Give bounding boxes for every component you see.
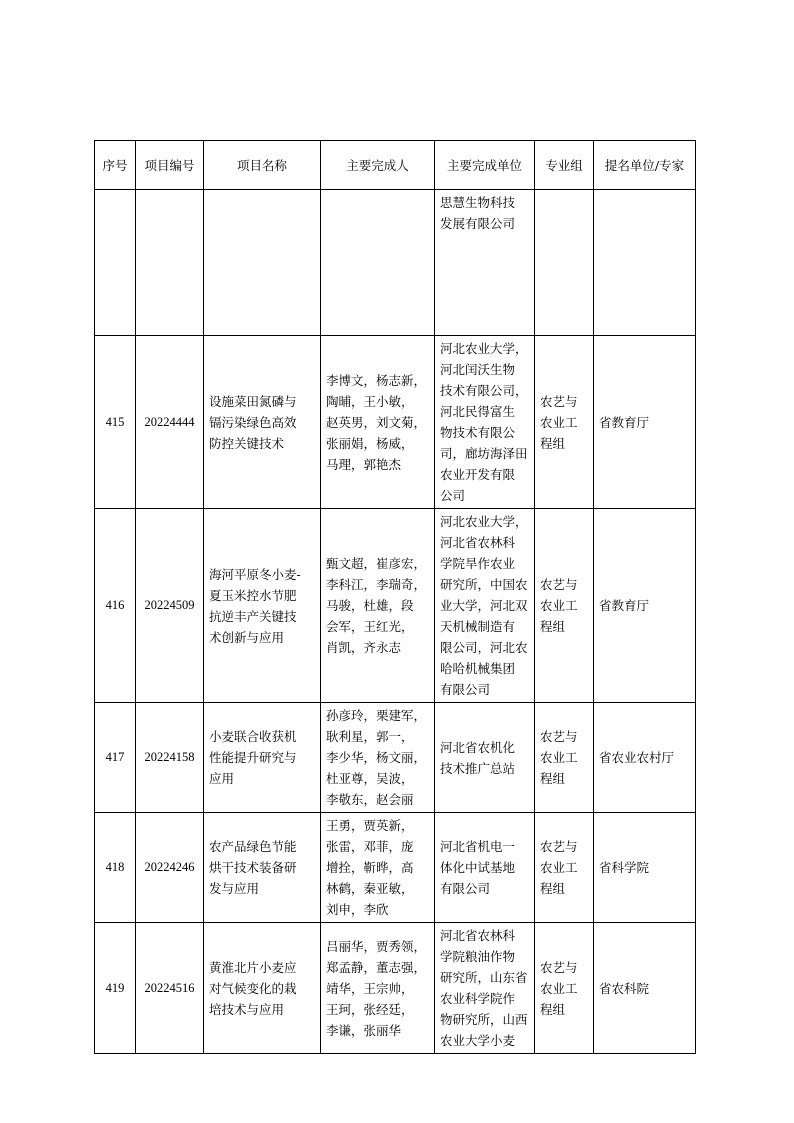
table-row: [95, 509, 696, 703]
row-persons-text: 孙彦玲，栗建军， 耿利星，郭一， 李少华，杨文丽， 杜亚尊，吴波， 李敬东，赵会丽: [326, 708, 427, 807]
row-nominator: 省教育厅: [594, 336, 696, 509]
row-name: [204, 509, 321, 703]
row-units: [435, 509, 535, 703]
header-group: 专业组: [535, 141, 594, 190]
row-group-text: 农艺与 农业工 程组: [540, 959, 578, 1017]
row-group: [535, 813, 594, 923]
table-header-row: [95, 141, 696, 190]
continued-units-text: 思慧生物科技 发展有限公司: [440, 195, 516, 231]
row-code: 20224246: [136, 813, 204, 923]
row-seq: 415: [95, 336, 136, 509]
header-persons: 主要完成人: [321, 141, 435, 190]
header-code: 项目编号: [136, 141, 204, 190]
row-name-text: 黄淮北片小麦应 对气候变化的栽 培技术与应用: [209, 959, 297, 1017]
row-group-text: 农艺与 农业工 程组: [540, 839, 578, 896]
row-persons: [321, 509, 435, 703]
row-group-text: 农艺与 农业工 程组: [540, 393, 578, 451]
continued-code: [136, 190, 204, 336]
row-code: 20224516: [136, 923, 204, 1054]
awards-table: [94, 140, 696, 1054]
header-seq: 序号: [95, 141, 136, 190]
row-seq: 416: [95, 509, 136, 703]
row-units: [435, 336, 535, 509]
row-group: [535, 509, 594, 703]
row-nominator: 省科学院: [594, 813, 696, 923]
row-persons: [321, 703, 435, 813]
row-nominator: 省教育厅: [594, 509, 696, 703]
row-name-text: 农产品绿色节能 烘干技术装备研 发与应用: [209, 839, 297, 896]
row-code: 20224158: [136, 703, 204, 813]
row-units: [435, 703, 535, 813]
table-row: [95, 813, 696, 923]
row-group-text: 农艺与 农业工 程组: [540, 729, 578, 786]
row-group: [535, 923, 594, 1054]
row-name-text: 设施菜田氮磷与 镉污染绿色高效 防控关键技术: [209, 393, 297, 451]
row-units: [435, 813, 535, 923]
row-persons-text: 吕丽华，贾秀领， 郑孟静，董志强， 靖华，王宗帅， 王珂，张经廷， 李谦，张丽华: [326, 938, 427, 1038]
row-nominator: 省农科院: [594, 923, 696, 1054]
continued-nominator: [594, 190, 696, 336]
row-seq: 418: [95, 813, 136, 923]
table-row: [95, 703, 696, 813]
row-units-text: 河北省农林科 学院粮油作物 研究所，山东省 农业科学院作 物研究所，山西 农业大学小麦: [440, 928, 528, 1048]
row-persons-text: 王勇，贾英新， 张雷，邓菲，庞 增拴，靳晔，高 林鹤，秦亚敏， 刘申，李欣: [326, 818, 414, 917]
row-units-text: 河北省机电一 体化中试基地 有限公司: [440, 839, 516, 896]
row-name: [204, 336, 321, 509]
row-units: [435, 923, 535, 1054]
row-group: [535, 336, 594, 509]
table-row: [95, 923, 696, 1054]
row-seq: 419: [95, 923, 136, 1054]
header-units: 主要完成单位: [435, 141, 535, 190]
header-name: 项目名称: [204, 141, 321, 190]
row-units-text: 河北农业大学， 河北闰沃生物 技术有限公司， 河北民得富生 物技术有限公 司，廊坊海泽田 农业开发有限 公司: [440, 341, 528, 503]
row-name-text: 海河平原冬小麦- 夏玉米控水节肥 抗逆丰产关键技 术创新与应用: [209, 566, 301, 645]
row-group-text: 农艺与 农业工 程组: [540, 577, 578, 634]
continued-persons: [321, 190, 435, 336]
row-persons: [321, 813, 435, 923]
row-name-text: 小麦联合收获机 性能提升研究与 应用: [209, 729, 297, 786]
row-units-text: 河北农业大学， 河北省农林科 学院旱作农业 研究所，中国农 业大学，河北双 天机械制造有 限公司，河北农 哈哈机械集团 有限公司: [440, 514, 528, 697]
continued-units: [435, 190, 535, 336]
row-nominator: 省农业农村厅: [594, 703, 696, 813]
row-seq: 417: [95, 703, 136, 813]
row-persons-text: 李博文，杨志新， 陶晡，王小敏， 赵英男，刘文菊， 张丽娟，杨威， 马理，郭艳杰: [326, 372, 427, 472]
row-group: [535, 703, 594, 813]
row-persons-text: 甄文超，崔彦宏， 李科江，李瑞奇， 马骏，杜雄，段 会军，王红光， 肖凯，齐永志: [326, 556, 427, 655]
table-row-continued: [95, 190, 696, 336]
continued-seq: [95, 190, 136, 336]
row-code: 20224509: [136, 509, 204, 703]
row-persons: [321, 923, 435, 1054]
continued-name: [204, 190, 321, 336]
row-name: [204, 813, 321, 923]
row-units-text: 河北省农机化 技术推广总站: [440, 739, 516, 776]
table-row: [95, 336, 696, 509]
header-nominator: 提名单位/专家: [594, 141, 696, 190]
row-persons: [321, 336, 435, 509]
row-code: 20224444: [136, 336, 204, 509]
row-name: [204, 703, 321, 813]
continued-group: [535, 190, 594, 336]
row-name: [204, 923, 321, 1054]
